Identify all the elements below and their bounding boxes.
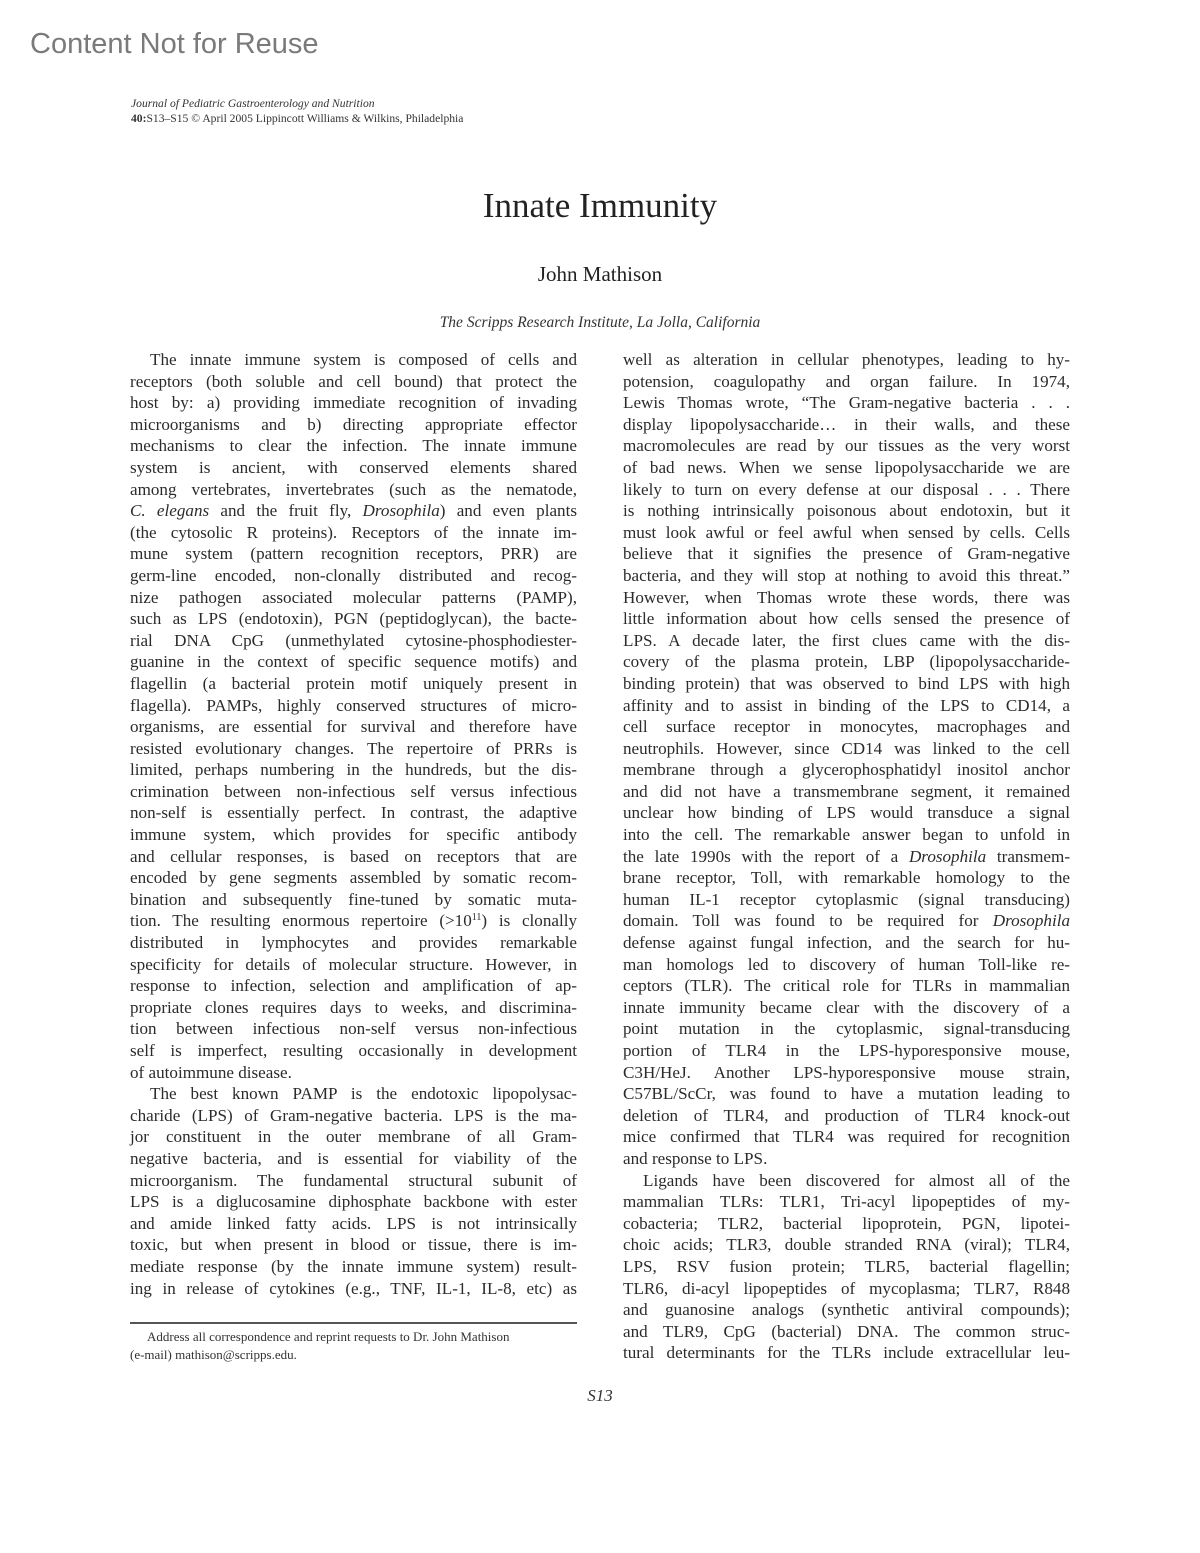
text-line: TLR6, di-acyl lipopeptides of mycoplasma; TLR7, R848 [623, 1278, 1070, 1298]
footnote-line: Address all correspondence and reprint requests to Dr. John Mathison [147, 1329, 510, 1344]
text-line: limited, perhaps numbering in the hundreds, but the dis- [130, 760, 577, 780]
text-line: mediate response (by the innate immune system) result- [130, 1256, 577, 1276]
text-line: brane receptor, Toll, with remarkable homology to the [623, 868, 1070, 888]
text-line: display lipopolysaccharide… in their walls, and these [623, 414, 1070, 434]
text-line: microorganisms and b) directing appropriate effector [130, 414, 577, 434]
text-line: man homologs led to discovery of human Toll-like re- [623, 954, 1070, 974]
text-line: tion between infectious non-self versus non-infectious [130, 1019, 577, 1039]
watermark: Content Not for Reuse [30, 28, 319, 60]
italic-term: Drosophila [992, 911, 1070, 931]
text-line: of bad news. When we sense lipopolysaccharide we are [623, 457, 1070, 477]
text-line: encoded by gene segments assembled by somatic recom- [130, 868, 577, 888]
text-line: and did not have a transmembrane segment, it remained [623, 781, 1070, 801]
text-line: point mutation in the cytoplasmic, signal-transducing [623, 1019, 1070, 1039]
italic-term: Drosophila [362, 501, 440, 521]
text-line: membrane through a glycerophosphatidyl inositol anchor [623, 760, 1070, 780]
text-line: of autoimmune disease. [130, 1062, 292, 1082]
text-line: resisted evolutionary changes. The repertoire of PRRs is [130, 738, 577, 758]
text-line: The innate immune system is composed of cells and [150, 350, 577, 369]
text-line: and cellular responses, is based on receptors that are [130, 846, 577, 866]
text-line: receptors (both soluble and cell bound) that protect the [130, 371, 577, 391]
text-line: specificity for details of molecular structure. However, in [130, 954, 577, 974]
text-line: toxic, but when present in blood or tissue, there is im- [130, 1235, 577, 1255]
text-line: crimination between non-infectious self versus infectious [130, 781, 577, 801]
footnote-rule [130, 1322, 577, 1324]
text-line: mune system (pattern recognition receptors, PRR) are [130, 544, 577, 564]
text-line: non-self is essentially perfect. In contrast, the adaptive [130, 803, 577, 823]
text-line: human IL-1 receptor cytoplasmic (signal transducing) [623, 889, 1070, 909]
journal-header [131, 97, 463, 126]
text-line: must look awful or feel awful when sensed by cells. Cells [623, 522, 1070, 542]
italic-term: C. elegans [130, 501, 210, 521]
text-line: bacteria, and they will stop at nothing to avoid this threat.” [623, 565, 1070, 585]
journal-volume: 40: [131, 111, 147, 125]
journal-citation-text: S13–S15 © April 2005 Lippincott Williams & Wilkins, Philadelphia [146, 111, 464, 125]
text-line: ing in release of cytokines (e.g., TNF, IL-1, IL-8, etc) as [130, 1278, 577, 1298]
text-line: and TLR9, CpG (bacterial) DNA. The common struc- [623, 1321, 1070, 1341]
text-line: charide (LPS) of Gram-negative bacteria. LPS is the ma- [130, 1105, 577, 1125]
text-line: choic acids; TLR3, double stranded RNA (viral); TLR4, [623, 1235, 1070, 1255]
text-line: and amide linked fatty acids. LPS is not intrinsically [130, 1213, 577, 1233]
text-line: C3H/HeJ. Another LPS-hyporesponsive mouse strain, [623, 1062, 1070, 1082]
text-line: such as LPS (endotoxin), PGN (peptidoglycan), the bacte- [130, 609, 577, 629]
text-line: bination and subsequently fine-tuned by somatic muta- [130, 889, 577, 909]
text-line: innate immunity became clear with the discovery of a [623, 997, 1070, 1017]
page-number: S13 [587, 1386, 613, 1405]
text-line: Ligands have been discovered for almost all of the [643, 1170, 1070, 1190]
text-line: believe that it signifies the presence of Gram-negative [623, 544, 1070, 564]
text-line: The best known PAMP is the endotoxic lipopolysac- [150, 1084, 577, 1104]
text-line: microorganism. The fundamental structural subunit of [130, 1170, 577, 1190]
text-line: macromolecules are read by our tissues as the very worst [623, 436, 1070, 456]
text-line: well as alteration in cellular phenotypes, leading to hy- [623, 350, 1070, 369]
text-line: rial DNA CpG (unmethylated cytosine-phosphodiester- [130, 630, 577, 650]
article-affiliation: The Scripps Research Institute, La Jolla, California [439, 314, 761, 331]
text-line: host by: a) providing immediate recognition of invading [130, 393, 577, 413]
text-line: LPS, RSV fusion protein; TLR5, bacterial flagellin; [623, 1256, 1070, 1276]
text-line: likely to turn on every defense at our disposal . . . There [623, 479, 1070, 499]
text-line: cobacteria; TLR2, bacterial lipoprotein, PGN, lipotei- [623, 1213, 1070, 1233]
text-line: organisms, are essential for survival and therefore have [130, 717, 577, 737]
text-line: distributed in lymphocytes and provides remarkable [130, 933, 577, 953]
text-line: portion of TLR4 in the LPS-hyporesponsive mouse, [623, 1041, 1070, 1060]
text-line: Lewis Thomas wrote, “The Gram-negative bacteria . . . [623, 393, 1070, 413]
text-line: nize pathogen associated molecular patterns (PAMP), [130, 587, 577, 607]
text-line: guanine in the context of specific sequence motifs) and [130, 652, 577, 672]
text-line: and response to LPS. [623, 1148, 768, 1168]
text-line: tural determinants for the TLRs include extracellular leu- [623, 1343, 1070, 1363]
journal-name: Journal of Pediatric Gastroenterology and Nutrition [131, 97, 375, 110]
text-line: neutrophils. However, since CD14 was linked to the cell [623, 738, 1070, 758]
text-line: C57BL/ScCr, was found to have a mutation leading to [623, 1084, 1070, 1104]
text-line: covery of the plasma protein, LBP (lipopolysaccharide- [623, 652, 1070, 672]
text-line: response to infection, selection and amplification of ap- [130, 976, 577, 996]
text-line: affinity and to assist in binding of the LPS to CD14, a [623, 695, 1070, 715]
text-line: binding protein) that was observed to bind LPS with high [623, 673, 1070, 693]
article-author: John Mathison [537, 262, 663, 286]
text-line: is nothing intrinsically poisonous about endotoxin, but it [623, 501, 1070, 521]
text-line: little information about how cells sensed the presence of [623, 609, 1070, 629]
footnote [130, 1328, 577, 1364]
text-line: jor constituent in the outer membrane of all Gram- [130, 1127, 577, 1147]
text-line: tion. The resulting enormous repertoire $(>10^{11})$ is clonally [130, 911, 577, 931]
text-line: flagellin (a bacterial protein motif uniquely present in [130, 673, 577, 693]
superscript: 11 [471, 912, 482, 924]
text-line: mammalian TLRs: TLR1, Tri-acyl lipopeptides of my- [623, 1192, 1070, 1212]
text-line: However, when Thomas wrote these words, there was [623, 587, 1070, 607]
text-line: mice confirmed that TLR4 was required for recognition [623, 1127, 1070, 1147]
text-line: LPS. A decade later, the first clues came with the dis- [623, 630, 1070, 650]
text-line: and guanosine analogs (synthetic antiviral compounds); [623, 1300, 1070, 1320]
text-line: domain. Toll was found to be required for Drosophila [623, 911, 1070, 931]
text-line: germ-line encoded, non-clonally distributed and recog- [130, 565, 577, 585]
text-line: (the cytosolic R proteins). Receptors of the innate im- [130, 522, 577, 542]
text-line: potension, coagulopathy and organ failure. In 1974, [623, 371, 1070, 391]
text-line: system is ancient, with conserved elements shared [130, 457, 577, 477]
text-line: immune system, which provides for specific antibody [130, 825, 577, 845]
text-line: LPS is a diglucosamine diphosphate backbone with ester [130, 1192, 577, 1212]
journal-citation [131, 112, 463, 125]
text-line: mechanisms to clear the infection. The innate immune [130, 436, 577, 456]
right-column [623, 349, 1070, 1364]
text-line: cell surface receptor in monocytes, macrophages and [623, 717, 1070, 737]
left-column [130, 349, 577, 1299]
text-line: self is imperfect, resulting occasionally in development [130, 1041, 577, 1060]
text-line: deletion of TLR4, and production of TLR4 knock-out [623, 1105, 1070, 1125]
text-line: into the cell. The remarkable answer began to unfold in [623, 825, 1070, 845]
text-line: propriate clones requires days to weeks, and discrimina- [130, 997, 577, 1017]
text-line: negative bacteria, and is essential for viability of the [130, 1148, 577, 1168]
text-line: C. elegans and the fruit fly, Drosophila) and even plants [130, 501, 577, 521]
footnote-line: (e-mail) mathison@scripps.edu. [130, 1347, 297, 1362]
text-line: flagella). PAMPs, highly conserved structures of micro- [130, 695, 577, 715]
text-line: the late 1990s with the report of a Drosophila transmem- [623, 846, 1071, 866]
text-line: among vertebrates, invertebrates (such as the nematode, [130, 479, 577, 499]
text-line: ceptors (TLR). The critical role for TLRs in mammalian [623, 976, 1070, 996]
text-line: unclear how binding of LPS would transduce a signal [623, 803, 1070, 823]
article-title: Innate Immunity [482, 186, 718, 225]
text-line: defense against fungal infection, and the search for hu- [623, 933, 1070, 953]
italic-term: Drosophila [908, 846, 987, 866]
